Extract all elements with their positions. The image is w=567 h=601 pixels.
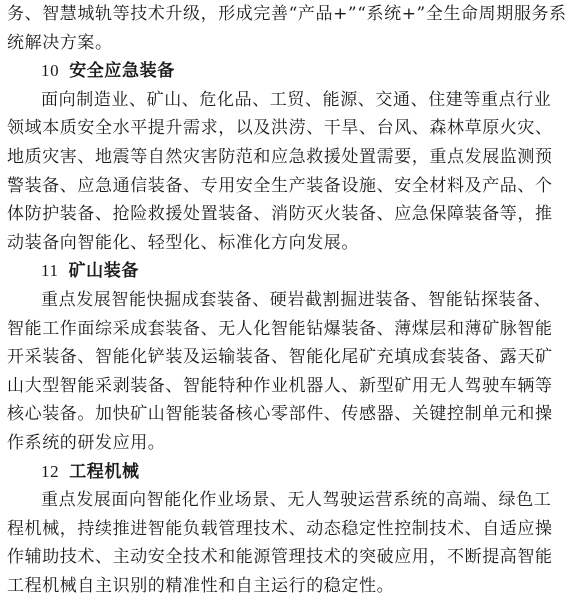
section-number: 10 [41, 61, 60, 81]
section-title: 安全应急装备 [69, 61, 175, 82]
section-number: 11 [41, 261, 59, 281]
section-body-10 [7, 86, 553, 258]
text-line: 重点发展智能快掘成套装备、硬岩截割掘进装备、智能钻探装备、 [41, 289, 552, 310]
text-line: 体防护装备、抢险救援处置装备、消防灭火装备、应急保障装备等，推 [7, 204, 553, 225]
section-heading-10 [7, 57, 506, 86]
text-line: 面向制造业、矿山、危化品、工贸、能源、交通、住建等重点行业 [41, 89, 552, 110]
text-line: 警装备、应急通信装备、专用安全生产装备设施、安全材料及产品、个 [7, 175, 553, 196]
intro-paragraph [7, 0, 567, 57]
text-line: 山大型智能采剥装备、智能特种作业机器人、新型矿用无人驾驶车辆等 [7, 375, 553, 396]
text-line: 作系统的研发应用。 [7, 432, 166, 453]
section-body-11 [7, 286, 553, 458]
section-heading-12 [7, 458, 506, 487]
section-title: 工程机械 [69, 461, 140, 482]
text-line: 统解决方案。 [7, 32, 113, 53]
text-line: 智能工作面综采成套装备、无人化智能钻爆装备、薄煤层和薄矿脉智能 [7, 318, 553, 339]
text-line: 作辅助技术、主动安全技术和能源管理技术的突破应用，不断提高智能 [7, 547, 553, 568]
text-line: 核心装备。加快矿山智能装备核心零部件、传感器、关键控制单元和操 [7, 404, 553, 425]
text-line: 重点发展面向智能化作业场景、无人驾驶运营系统的高端、绿色工 [41, 490, 552, 511]
section-heading-11 [7, 257, 506, 286]
text-line: 领域本质安全水平提升需求，以及洪涝、干旱、台风、森林草原火灾、 [7, 118, 553, 139]
text-line: 工程机械自主识别的精准性和自主运行的稳定性。 [7, 575, 395, 596]
section-title: 矿山装备 [68, 261, 139, 282]
section-body-12 [7, 486, 553, 600]
text-line: 务、智慧城轨等技术升级，形成完善“产品+”“系统+”全生命周期服务系 [7, 4, 567, 24]
text-line: 程机械，持续推进智能负载管理技术、动态稳定性控制技术、自适应操 [7, 518, 553, 539]
text-line: 动装备向智能化、轻型化、标准化方向发展。 [7, 232, 359, 253]
section-number: 12 [41, 461, 60, 481]
text-line: 地质灾害、地震等自然灾害防范和应急救援处置需要，重点发展监测预 [7, 146, 553, 167]
text-line: 开采装备、智能化铲装及运输装备、智能化尾矿充填成套装备、露天矿 [7, 347, 553, 368]
